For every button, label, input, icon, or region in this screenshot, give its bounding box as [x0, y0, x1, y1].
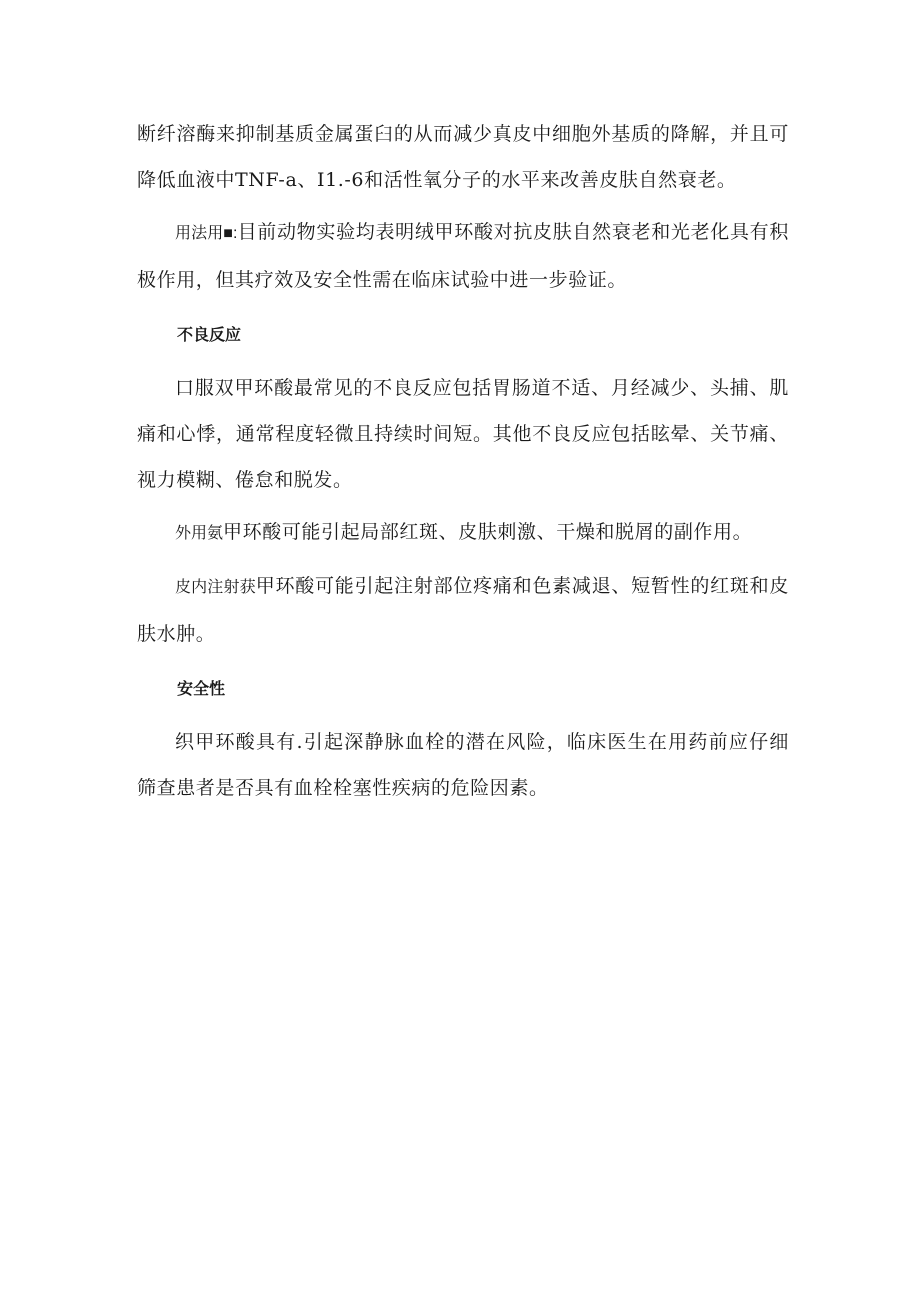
intradermal-lead: 皮内注射获	[175, 579, 256, 596]
intradermal-text: 甲环酸可能引起注射部位疼痛和色素减退、短暂性的红斑和皮肤水肿。	[137, 575, 789, 645]
usage-text: 目前动物实验均表明绒甲环酸对抗皮肤自然衰老和光老化具有积极作用，但其疗效及安全性需在临床试验中进一步验证。	[137, 221, 789, 291]
document-body	[137, 111, 789, 811]
usage-lead: 用法用■:	[175, 225, 238, 242]
topical-text: 甲环酸可能引起局部红斑、皮肤刺激、干燥和脱屑的副作用。	[223, 521, 753, 543]
heading-safety: 安全性	[177, 681, 226, 698]
paragraph-mechanism: 断纤溶酶来抑制基质金属蛋臼的从而减少真皮中细胞外基质的降解，并且可降低血液中TNF-a、I1.-6和活性氧分子的水平来改善皮肤自然衰老。	[137, 123, 789, 191]
topical-lead: 外用氨	[175, 525, 224, 542]
paragraph-intradermal-adverse	[137, 563, 789, 657]
paragraph-topical-adverse	[137, 509, 789, 557]
paragraph-oral-adverse: 口服双甲环酸最常见的不良反应包括胃肠道不适、月经减少、头捕、肌痛和心悸，通常程度轻微且持续时间短。其他不良反应包括眩晕、关节痛、视力模糊、倦怠和脱发。	[137, 377, 789, 491]
paragraph-safety: 织甲环酸具有.引起深静脉血栓的潜在风险，临床医生在用药前应仔细筛查患者是否具有血栓栓塞性疾病的危险因素。	[137, 731, 789, 799]
heading-adverse-reactions: 不良反应	[177, 327, 242, 344]
paragraph-usage	[137, 209, 789, 303]
